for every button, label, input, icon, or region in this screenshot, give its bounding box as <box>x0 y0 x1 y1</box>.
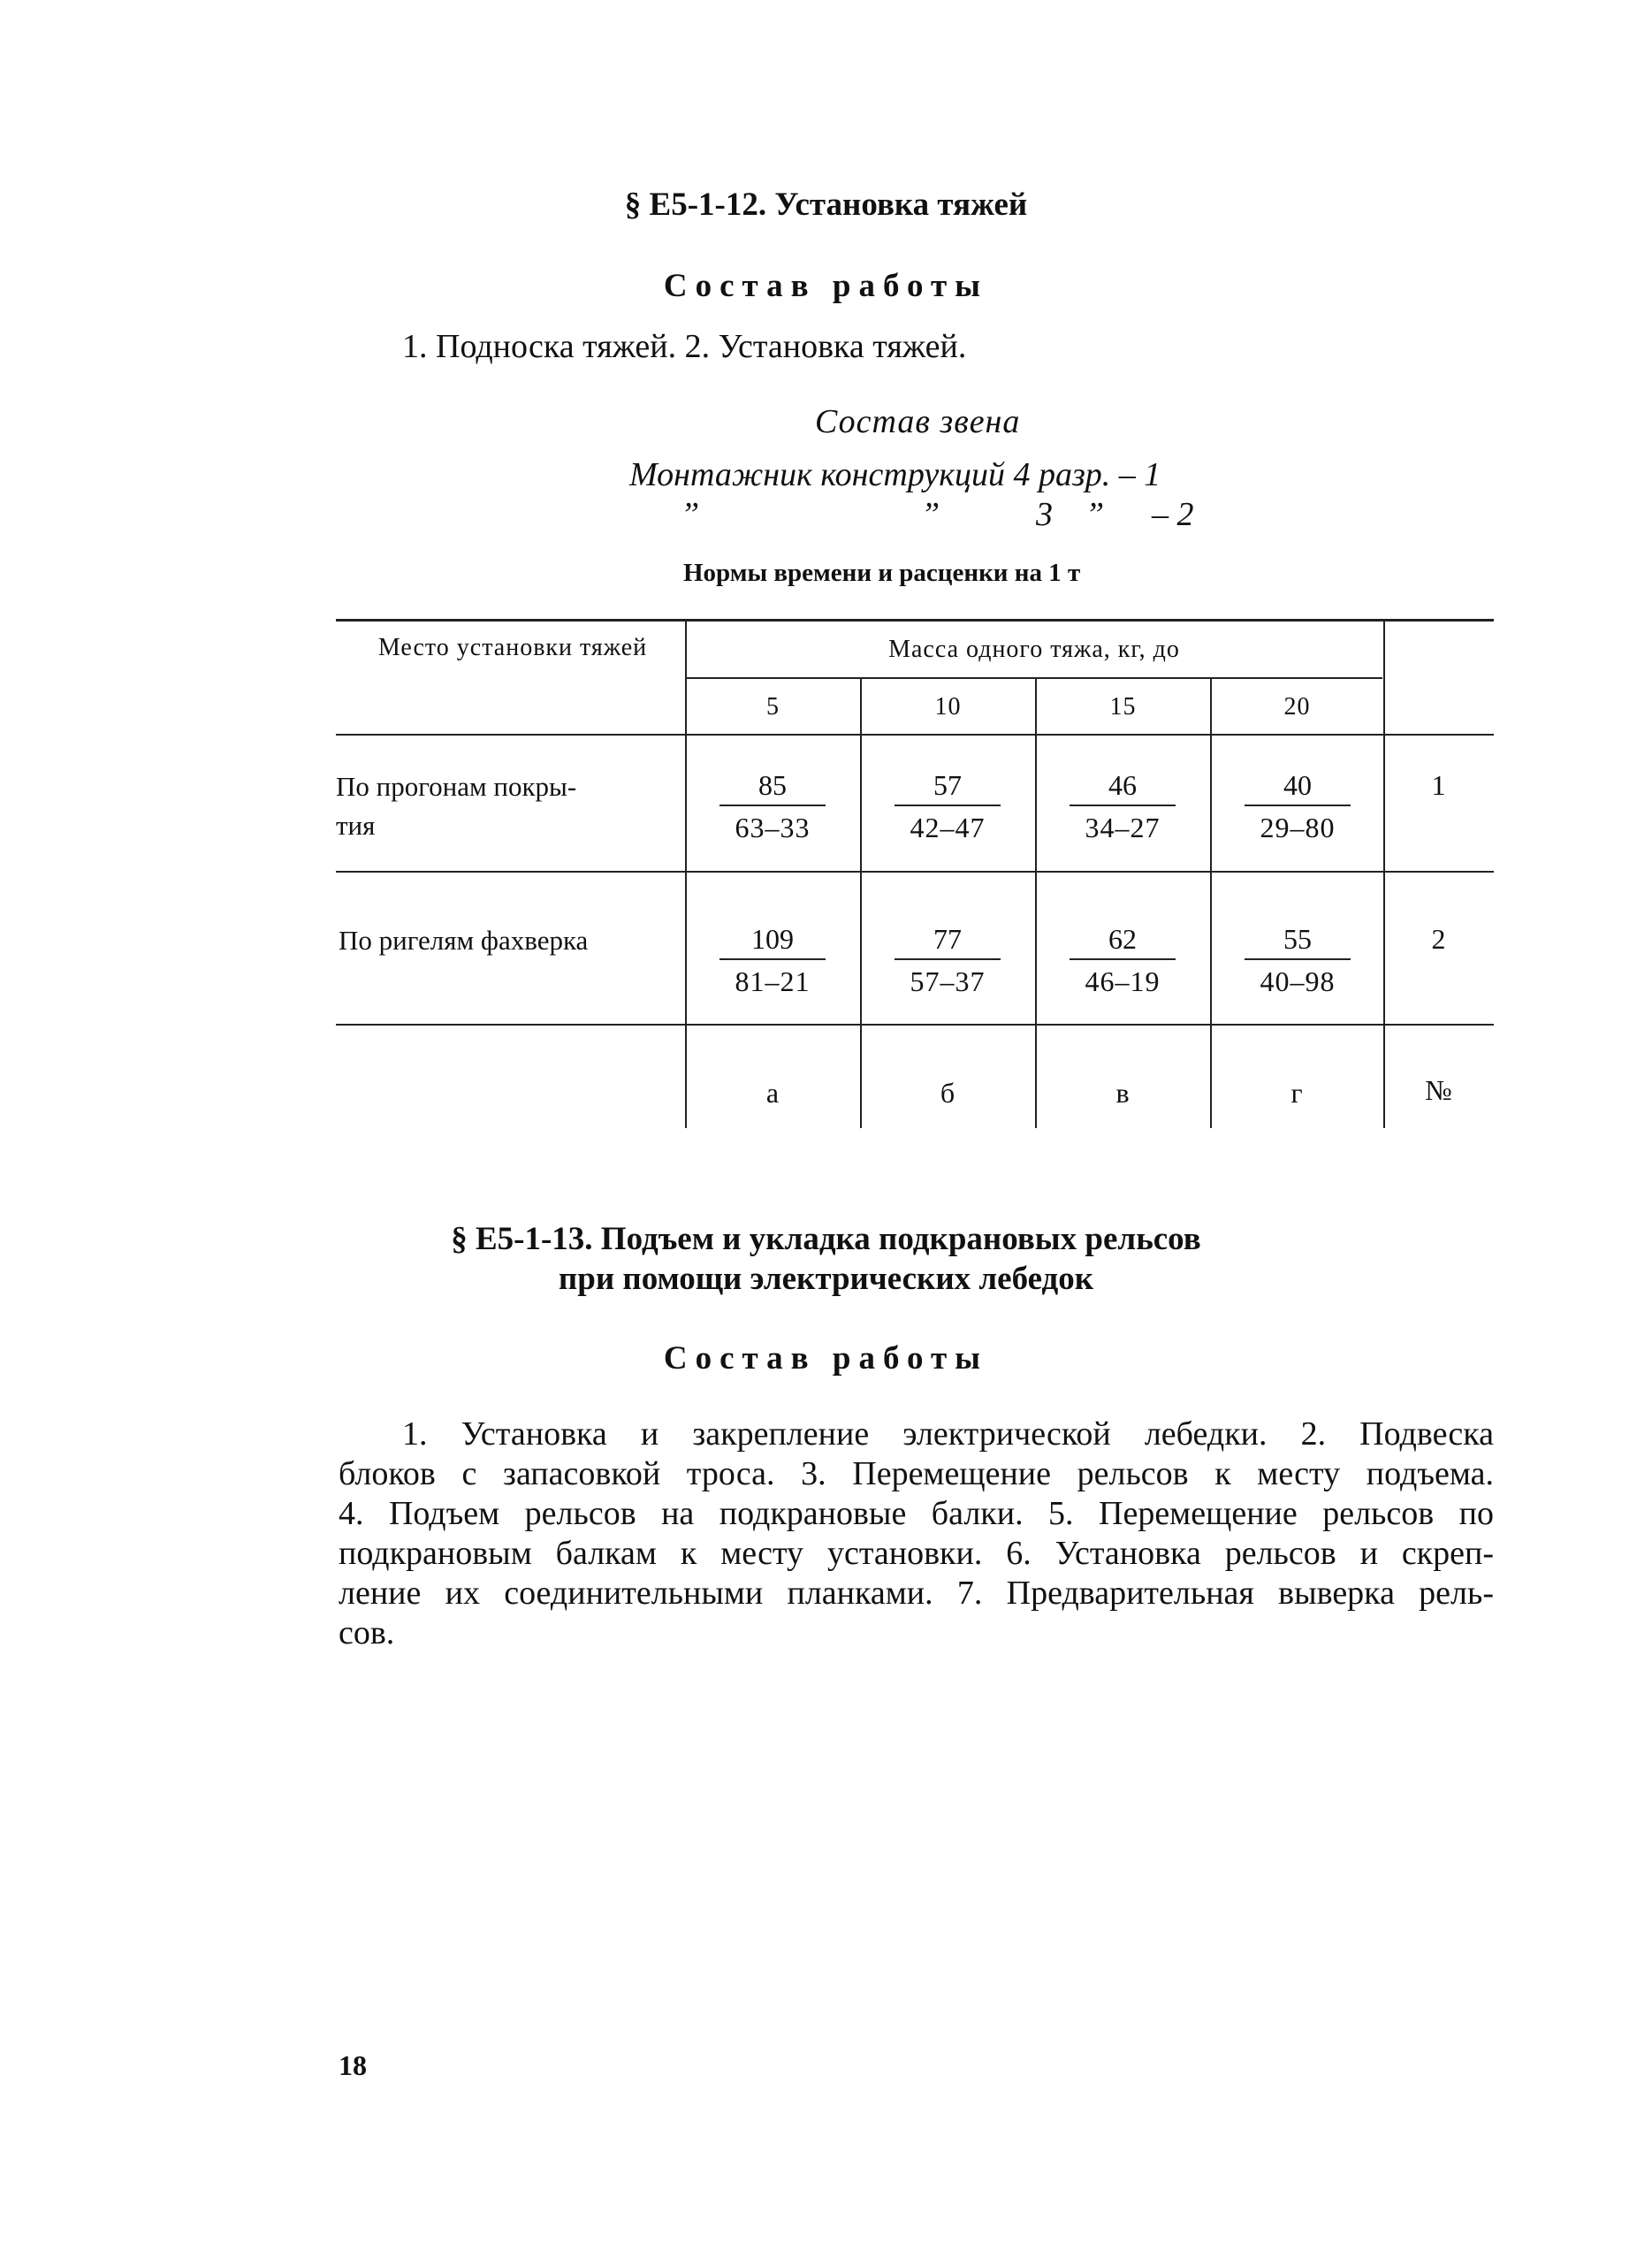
table-top-border <box>336 619 1494 622</box>
row-2-norm-v: 62 <box>1108 923 1137 955</box>
column-letter-b: б <box>940 1077 956 1109</box>
fraction-bar <box>895 805 1001 806</box>
row-2-label-line-1: По ригелям фахверка <box>339 925 589 956</box>
work-line-1: 1. Установка и закрепление электрической лебедки. 2. Подвеска <box>402 1415 1494 1453</box>
number-column-label: № <box>1425 1074 1453 1106</box>
row-2-cell-b <box>895 921 1001 999</box>
row-2-rate-b: 57–37 <box>910 965 986 997</box>
work-heading: Состав работы <box>663 268 989 304</box>
row-1-cell-a <box>719 767 826 845</box>
header-place: Место установки тяжей <box>377 634 648 661</box>
fraction-bar <box>1070 958 1176 960</box>
header-mass: Масса одного тяжа, кг, до <box>888 636 1180 663</box>
mass-10: 10 <box>934 693 962 721</box>
section-title: § Е5-1-12. Установка тяжей <box>624 187 1028 223</box>
page-number: 18 <box>339 2049 367 2081</box>
team-line-2-count: – 2 <box>1152 496 1194 533</box>
row-1-cell-b <box>895 767 1001 845</box>
table-caption: Нормы времени и расценки на 1 т <box>683 559 1081 587</box>
work-line-5: ление их соединительными планками. 7. Предварительная выверка рель- <box>339 1575 1494 1612</box>
work-line-3: 4. Подъем рельсов на подкрановые балки. 5. Перемещение рельсов по <box>339 1495 1494 1532</box>
team-line-2-quote-1: ” <box>681 496 700 533</box>
table-row-divider-1 <box>336 871 1494 873</box>
row-1-cell-v <box>1070 767 1176 845</box>
mass-20: 20 <box>1283 693 1311 721</box>
table-row-divider-2 <box>336 1024 1494 1026</box>
table-col-line-3 <box>1210 678 1212 1128</box>
row-2-rate-a: 81–21 <box>735 965 811 997</box>
row-2-norm-a: 109 <box>751 923 794 955</box>
mass-5: 5 <box>766 693 780 721</box>
fraction-bar <box>719 805 826 806</box>
fraction-bar <box>1245 805 1351 806</box>
fraction-bar <box>1245 958 1351 960</box>
row-2-rate-g: 40–98 <box>1260 965 1336 997</box>
row-2-label <box>339 921 683 960</box>
row-2-norm-g: 55 <box>1283 923 1312 955</box>
section-2-title-line-2: при помощи электрических лебедок <box>558 1261 1094 1297</box>
team-line-1: Монтажник конструкций 4 разр. – 1 <box>629 456 1161 493</box>
team-line-2-quote-2: ” <box>921 496 940 533</box>
row-1-norm-v: 46 <box>1108 769 1137 801</box>
row-1-norm-g: 40 <box>1283 769 1312 801</box>
work-line-4: подкрановым балкам к месту установки. 6. Установка рельсов и скреп- <box>339 1535 1494 1572</box>
fraction-bar <box>719 958 826 960</box>
mass-15: 15 <box>1109 693 1137 721</box>
section-2-title-line-1: § Е5-1-13. Подъем и укладка подкрановых рельсов <box>451 1221 1201 1257</box>
work-line-6: сов. <box>339 1614 395 1651</box>
row-1-rate-b: 42–47 <box>910 812 986 843</box>
row-2-cell-v <box>1070 921 1176 999</box>
fraction-bar <box>895 958 1001 960</box>
row-2-rate-v: 46–19 <box>1085 965 1161 997</box>
work-line-2: блоков с запасовкой троса. 3. Перемещение рельсов к месту подъема. <box>339 1455 1494 1492</box>
table-col-line-4 <box>1383 620 1385 1128</box>
row-1-label-line-1: По прогонам покры- <box>336 771 577 802</box>
row-2-cell-g <box>1245 921 1351 999</box>
row-2-number: 2 <box>1431 923 1447 955</box>
row-1-label-line-2: тия <box>336 810 376 841</box>
team-heading: Состав звена <box>815 403 1021 440</box>
section-2-work-text <box>339 1415 1494 1653</box>
section-2-work-heading: Состав работы <box>663 1340 989 1377</box>
row-1-label <box>336 767 663 845</box>
fraction-bar <box>1070 805 1176 806</box>
row-1-norm-b: 57 <box>933 769 962 801</box>
team-line-2-quote-3: ” <box>1085 496 1105 533</box>
column-letter-g: г <box>1290 1077 1304 1109</box>
work-text: 1. Подноска тяжей. 2. Установка тяжей. <box>402 328 967 365</box>
row-1-number: 1 <box>1431 769 1447 801</box>
row-1-norm-a: 85 <box>758 769 787 801</box>
row-1-rate-a: 63–33 <box>735 812 811 843</box>
row-2-norm-b: 77 <box>933 923 962 955</box>
row-1-rate-v: 34–27 <box>1085 812 1161 843</box>
table-header-bottom <box>336 734 1494 736</box>
column-letter-a: а <box>765 1077 780 1109</box>
table-col-line-1 <box>860 678 862 1128</box>
table-col-line-2 <box>1035 678 1037 1128</box>
row-1-rate-g: 29–80 <box>1260 812 1336 843</box>
team-line-2-grade: 3 <box>1036 496 1053 533</box>
row-2-cell-a <box>719 921 826 999</box>
table-header-divider <box>686 677 1382 679</box>
row-1-cell-g <box>1245 767 1351 845</box>
column-letter-v: в <box>1115 1077 1131 1109</box>
